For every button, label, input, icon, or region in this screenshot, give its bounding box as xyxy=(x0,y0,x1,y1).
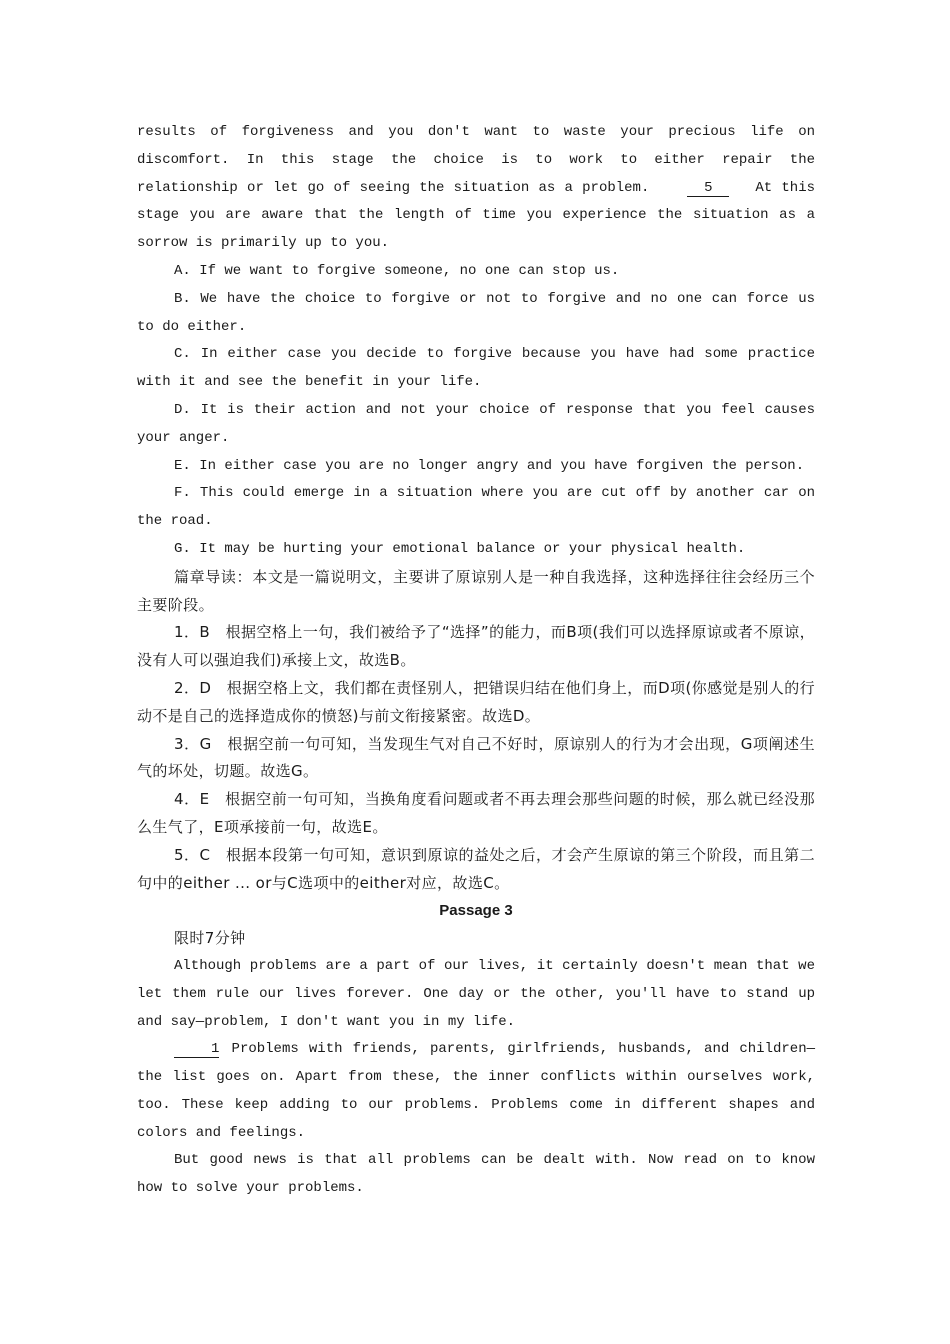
passage2-text-after-blank: At this stage you are aware that the length of time you experience the situation as a sorrow is primarily up to you. xyxy=(137,179,815,252)
passage3-paragraph-3: But good news is that all problems can be dealt with. Now read on to know how to solve your problems. xyxy=(137,1152,815,1197)
option-a: A. If we want to forgive someone, no one can stop us. xyxy=(174,262,620,279)
answer-explanation-5: 5．C 根据本段第一句可知，意识到原谅的益处之后，才会产生原谅的第三个阶段，而且第二句中的either ... or与C选项中的either对应，故选C。 xyxy=(137,845,815,892)
passage3-paragraph-1: Although problems are a part of our lives, it certainly doesn't mean that we let them rule our lives forever. One day or the other, you'll have to stand up and say—problem, I don't want you in my life. xyxy=(137,957,815,1030)
option-g: G. It may be hurting your emotional balance or your physical health. xyxy=(174,540,746,557)
passage2-last-paragraph xyxy=(137,119,815,258)
document-page xyxy=(137,119,815,1203)
option-c: C. In either case you decide to forgive because you have had some practice with it and see the benefit in your life. xyxy=(137,346,815,391)
passage3-answer-blank-1: 1 xyxy=(174,1041,219,1058)
answer-explanation-1: 1．B 根据空格上一句，我们被给予了“选择”的能力，而B项(我们可以选择原谅或者不原谅，没有人可以强迫我们)承接上文，故选B。 xyxy=(137,623,815,670)
answer-blank-5: 5 xyxy=(687,180,729,197)
option-b: B. We have the choice to forgive or not to forgive and no one can force us to do either. xyxy=(137,290,815,335)
option-f: F. This could emerge in a situation where you are cut off by another car on the road. xyxy=(137,485,815,530)
passage3-title: Passage 3 xyxy=(439,902,513,920)
time-limit: 限时7分钟 xyxy=(174,929,246,948)
option-e: E. In either case you are no longer angry and you have forgiven the person. xyxy=(174,457,805,474)
answer-explanation-4: 4．E 根据空前一句可知，当换角度看问题或者不再去理会那些问题的时候，那么就已经没那么生气了，E项承接前一句，故选E。 xyxy=(137,790,815,836)
passage3-paragraph-2-text: Problems with friends, parents, girlfriends, husbands, and children—the list goes on. Apart from these, the inner conflicts within ourselves work, too. These keep adding to our problems. Problems come in different shapes and colors and feelings. xyxy=(137,1041,815,1141)
passage-guide: 篇章导读：本文是一篇说明文，主要讲了原谅别人是一种自我选择，这种选择往往会经历三个主要阶段。 xyxy=(137,567,815,614)
option-d: D. It is their action and not your choice of response that you feel causes your anger. xyxy=(137,401,815,446)
answer-explanation-2: 2．D 根据空格上文，我们都在责怪别人，把错误归结在他们身上，而D项(你感觉是别人的行动不是自己的选择造成你的愤怒)与前文衔接紧密。故选D。 xyxy=(137,678,815,725)
passage3-paragraph-2 xyxy=(137,1036,815,1147)
answer-explanation-3: 3．G 根据空前一句可知，当发现生气对自己不好时，原谅别人的行为才会出现，G项阐述生气的坏处，切题。故选G。 xyxy=(137,734,815,781)
passage2-text-before-blank: results of forgiveness and you don't want to waste your precious life on discomfort. In this stage the choice is to work to either repair the relationship or let go of seeing the situation as a problem. xyxy=(137,124,815,196)
